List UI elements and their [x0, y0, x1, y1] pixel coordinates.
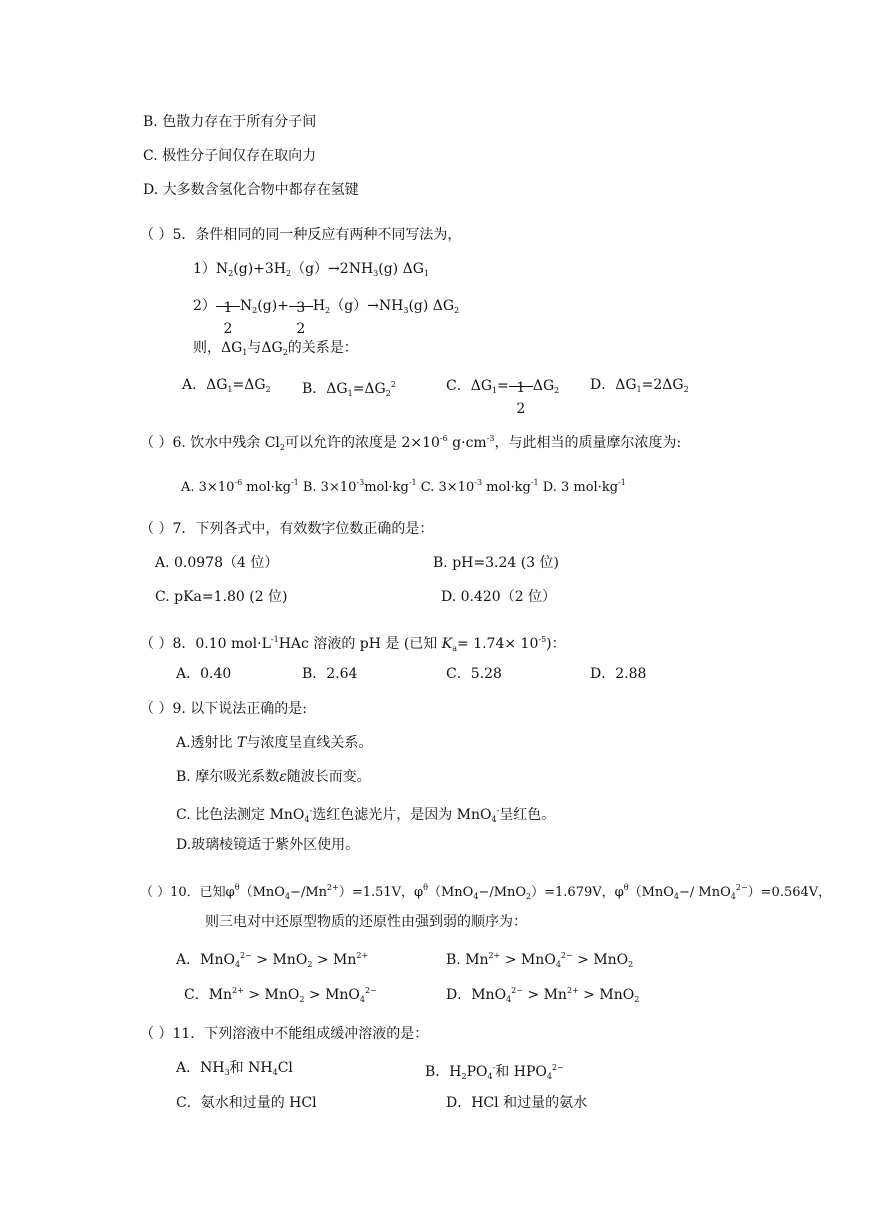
- q9-option-a: A.透射比 T与浓度呈直线关系。: [176, 735, 373, 751]
- q6-options: A. $3\times 10^{-6}$ $mol\cdot kg^{-1}$ B. $3\times 10^{-3}mol\cdot kg^{-1}$ C. $3\times 10^{-3}$ $mol\cdot kg^{-1}$ D. 3 $mol\cdot kg^{-1}$: [181, 478, 626, 495]
- q11-option-b: B．$H_2PO_4^-$和 $HPO_4^{2-}$: [425, 1063, 564, 1081]
- q11-option-d: D．HCl 和过量的氨水: [446, 1095, 588, 1111]
- q10-option-c: C．$Mn^{2+} > MnO_2 > MnO_4^{2-}$: [184, 986, 377, 1004]
- q4-option-b: B. 色散力存在于所有分子间: [143, 114, 317, 130]
- q9-stem: （ ）9. 以下说法正确的是:: [140, 701, 307, 717]
- q7-option-d: D. 0.420（2 位）: [441, 589, 557, 605]
- q5-option-a: A．$\Delta G_1=\Delta G_2$: [182, 377, 271, 394]
- q5-option-c: C．$\Delta G_1=$ 1 2 $\Delta G_2$: [446, 366, 559, 411]
- q5-option-d: D．$\Delta G_1=2\Delta G_2$: [590, 377, 689, 394]
- q8-option-d: D．2.88: [590, 666, 647, 682]
- q9-option-b: B. 摩尔吸光系数ε随波长而变。: [176, 769, 371, 785]
- q5-equation-1: $1)N_2(g)+3H_2(g)\to 2NH_3(g)$ $\Delta G_1$: [193, 261, 429, 278]
- q9-option-d: D.玻璃棱镜适于紫外区使用。: [176, 837, 360, 853]
- q10-stem-line-2: 则三电对中还原型物质的还原性由强到弱的顺序为：: [205, 914, 527, 930]
- q9-option-c: C. 比色法测定 MnO$_4$-选红色滤光片，是因为 MnO$_4$-呈红色。: [176, 806, 556, 824]
- q8-option-a: A．0.40: [176, 666, 232, 682]
- q8-option-c: C．5.28: [446, 666, 502, 682]
- q5-equation-2: 2） 1 2 $N_2(g)+$ 3 2 $H_2(g)\to NH_3(g)$ $\Delta G_2$: [193, 286, 459, 331]
- q4-option-d: D. 大多数含氢化合物中都存在氢键: [143, 182, 359, 198]
- q11-option-a: A．$NH_3$和 $NH_4Cl$: [176, 1060, 293, 1077]
- q11-option-c: C．氨水和过量的 HCl: [176, 1095, 317, 1111]
- fraction-three-halves: 3 2: [289, 286, 313, 326]
- q10-stem: （ ）10．已知$\varphi^\theta(MnO_4-/Mn^{2+})=1.51V$，$\varphi^\theta(MnO_4-/MnO_2)=1.679V$，$\varphi^\theta(MnO_4-/$ MnO$_4^{2-}$）=0.564V，: [140, 883, 832, 901]
- q4-option-c: C. 极性分子间仅存在取向力: [143, 148, 317, 164]
- q10-option-a: A．$MnO_4^{2-} > MnO_2 > Mn^{2+}$: [176, 951, 369, 969]
- fraction-one-half: 1 2: [216, 286, 240, 326]
- q5-option-b: B．$\Delta G_1=\Delta G_2^2$: [302, 380, 396, 398]
- q7-stem: （ ）7．下列各式中，有效数字位数正确的是：: [140, 521, 434, 537]
- q8-stem: （ ）8．0.10 $mol\cdot L^{-1}HAc$ 溶液的 pH 是 (已知 $K_a= 1.74\times 10^{-5}$)：: [140, 635, 566, 653]
- q11-stem: （ ）11．下列溶液中不能组成缓冲溶液的是：: [140, 1026, 429, 1042]
- q10-option-d: D．$MnO_4^{2-} > Mn^{2+} > MnO_2$: [446, 986, 640, 1004]
- q7-option-a: A. 0.0978（4 位）: [155, 555, 279, 571]
- q10-option-b: B. $Mn^{2+} > MnO_4^{2-} > MnO_2$: [446, 951, 634, 969]
- q7-option-c: C. pKa=1.80 (2 位): [155, 589, 288, 605]
- q5-stem: （ ）5．条件相同的同一种反应有两种不同写法为，: [140, 227, 462, 243]
- q8-option-b: B．2.64: [302, 666, 358, 682]
- fraction-one-half: 1 2: [509, 366, 533, 406]
- q7-option-b: B. pH=3.24 (3 位): [433, 555, 559, 571]
- q5-relation-prompt: 则，$\Delta G_1$与$\Delta G_2$的关系是：: [193, 340, 358, 357]
- q6-stem: （ ）6. 饮水中残余 $Cl_2$可以允许的浓度是 $2\times 10^{-6}$ $g\cdot cm^{-3}$，与此相当的质量摩尔浓度为:: [140, 434, 682, 452]
